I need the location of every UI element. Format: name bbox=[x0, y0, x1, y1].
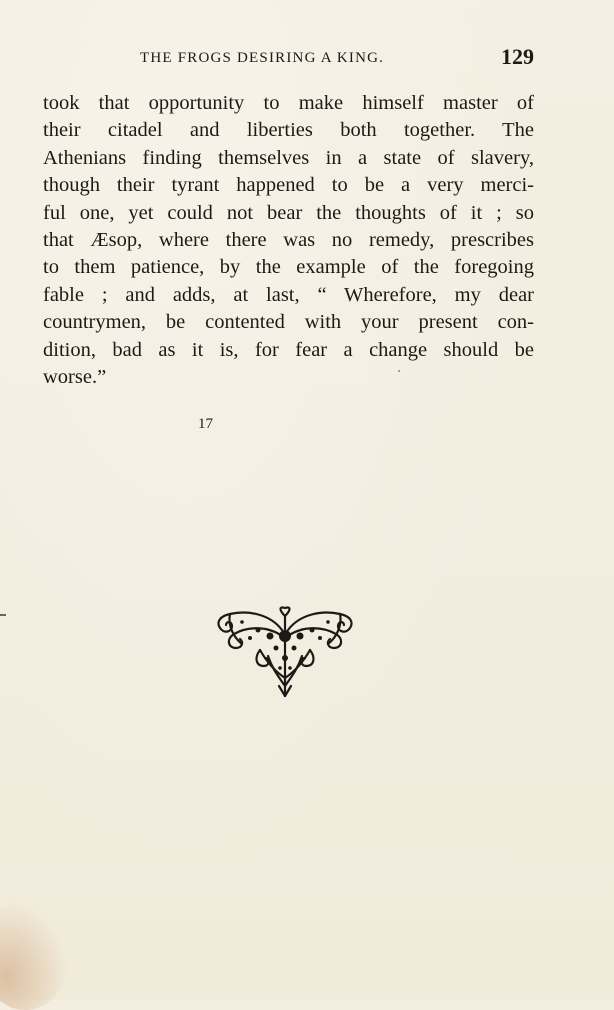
text-line: Athenians finding themselves in a state of slavery, bbox=[43, 146, 534, 169]
text-line: their citadel and liberties both together. The bbox=[43, 119, 534, 142]
text-line: worse.” bbox=[43, 366, 107, 389]
text-line: to them patience, by the example of the foregoing bbox=[43, 256, 534, 279]
edge-mark bbox=[0, 614, 6, 616]
body-text bbox=[43, 90, 534, 391]
running-head bbox=[140, 44, 534, 74]
text-line: took that opportunity to make himself master of bbox=[43, 92, 534, 114]
page-number: 129 bbox=[501, 44, 534, 69]
text-line: fable ; and adds, at last, “ Wherefore, my dear bbox=[43, 283, 534, 306]
text-line: dition, bad as it is, for fear a change should be bbox=[43, 338, 534, 361]
running-title: THE FROGS DESIRING A KING. bbox=[140, 50, 385, 66]
text-line: ful one, yet could not bear the thoughts of it ; so bbox=[43, 201, 534, 224]
signature-mark: 17 bbox=[198, 416, 213, 432]
paper-stain bbox=[0, 900, 70, 1010]
text-line: countrymen, be contented with your present con- bbox=[43, 311, 534, 334]
fleuron-ornament-icon bbox=[212, 606, 358, 702]
text-line: that Æsop, where there was no remedy, prescribes bbox=[43, 229, 534, 252]
text-line: though their tyrant happened to be a very merci- bbox=[43, 174, 534, 197]
